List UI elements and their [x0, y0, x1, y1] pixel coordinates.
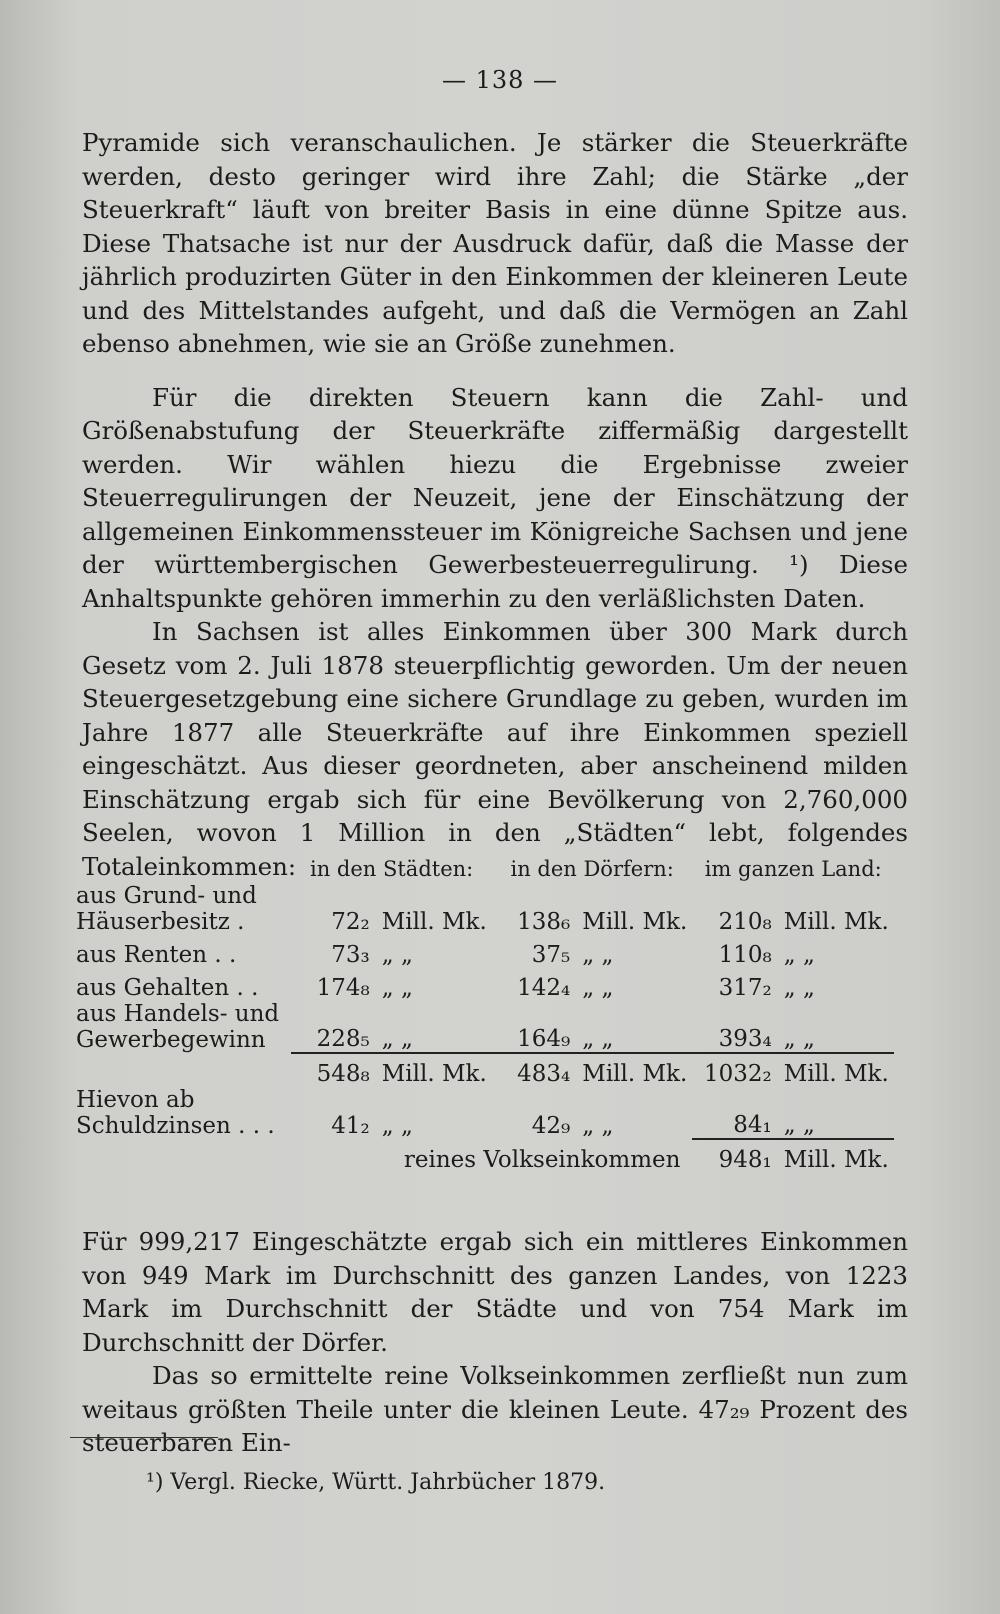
sum-unit: Mill. Mk. — [774, 1053, 894, 1087]
cell-value: 393₄ — [718, 1026, 772, 1052]
cell-value: 42₉ — [531, 1113, 571, 1139]
row-label: Hievon ab Schuldzinsen . . . — [76, 1087, 275, 1139]
cell-unit: „ „ — [381, 975, 413, 1001]
cell-value: 317₂ — [718, 975, 772, 1001]
sum-unit: Mill. Mk. — [572, 1053, 692, 1087]
table-row — [74, 883, 894, 935]
row-label: aus Handels- und Gewerbegewinn — [76, 1001, 280, 1053]
cell-value: 110₈ — [718, 942, 772, 968]
paragraph: Für die direkten Steuern kann die Zahl- und Größenabstufung der Steuerkräfte ziffermäßig dargestellt werden. Wir wählen hiezu die Ergebnisse zweier Steuerregulirungen der Neuzeit, jene der Einschätzung der allgemeinen Einkommenssteuer im Königreiche Sachsen und jene der württembergischen Gewerbesteuerregulirung. ¹) Diese Anhaltspunkte gehören immerhin zu den verläßlichsten Daten. — [82, 382, 908, 613]
net-row — [74, 1139, 894, 1173]
cell-unit: „ „ — [783, 942, 815, 968]
column-header: in den Dörfern: — [510, 857, 674, 881]
paragraph: Für 999,217 Eingeschätzte ergab sich ein mittleres Einkommen von 949 Mark im Durchschnitt des ganzen Landes, von 1223 Mark im Durchschnitt der Städte und von 754 Mark im Durchschnitt der Dörfer. — [82, 1227, 908, 1357]
body-text — [82, 126, 908, 883]
footnote-divider — [70, 1437, 218, 1438]
row-label: aus Gehalten . . — [76, 975, 259, 1001]
cell-value: 142₄ — [517, 975, 571, 1001]
deduction-row — [74, 1087, 894, 1139]
cell-unit: „ „ — [582, 975, 614, 1001]
sum-value: 548₈ — [291, 1053, 371, 1087]
column-header: im ganzen Land: — [704, 857, 882, 881]
cell-unit: „ „ — [582, 942, 614, 968]
sum-unit: Mill. Mk. — [372, 1053, 492, 1087]
cell-value: 138₆ — [517, 909, 571, 935]
net-label: reines Volkseinkommen — [403, 1147, 681, 1173]
cell-unit: Mill. Mk. — [381, 909, 487, 935]
row-label: aus Renten . . — [76, 942, 237, 968]
net-unit: Mill. Mk. — [774, 1139, 894, 1173]
paragraph: Das so ermittelte reine Volkseinkommen zerfließt nun zum weitaus größten Theile unter die kleinen Leute. 47₂₉ Prozent des steuerbaren Ein- — [82, 1361, 908, 1457]
cell-value: 210₈ — [718, 909, 772, 935]
table-row — [74, 968, 894, 1001]
paragraph: Pyramide sich veranschaulichen. Je stärker die Steuerkräfte werden, desto geringer wird ihre Zahl; die Stärke „der Steuerkraft“ läuft von breiter Basis in eine dünne Spitze aus. Diese Thatsache ist nur der Ausdruck dafür, daß die Masse der jährlich produzirten Güter in den Einkommen der kleineren Leute und des Mittelstandes aufgeht, und daß die Vermögen an Zahl ebenso abnehmen, wie sie an Größe zunehmen. — [82, 128, 908, 358]
cell-unit: „ „ — [381, 1113, 413, 1139]
cell-unit: Mill. Mk. — [783, 909, 889, 935]
cell-unit: „ „ — [381, 942, 413, 968]
cell-value: 37₅ — [531, 942, 571, 968]
cell-value: 174₈ — [316, 975, 370, 1001]
cell-value: 41₂ — [331, 1113, 370, 1139]
body-text-continued — [82, 1225, 908, 1460]
cell-unit: „ „ — [783, 1026, 815, 1052]
cell-unit: „ „ — [582, 1113, 614, 1139]
income-table — [74, 856, 894, 1173]
cell-unit: „ „ — [783, 1112, 815, 1138]
table-header-row — [74, 856, 894, 883]
cell-value: 73₃ — [331, 942, 370, 968]
row-label: aus Grund- und Häuserbesitz . — [76, 883, 257, 935]
cell-unit: Mill. Mk. — [582, 909, 688, 935]
footnote: ¹) Vergl. Riecke, Württ. Jahrbücher 1879. — [146, 1470, 606, 1495]
cell-value: 84₁ — [733, 1112, 772, 1138]
net-value: 948₁ — [692, 1139, 773, 1173]
page-number: — 138 — — [441, 66, 559, 94]
cell-value: 228₅ — [316, 1026, 370, 1052]
column-header: in den Städten: — [309, 857, 474, 881]
sum-row — [74, 1053, 894, 1087]
cell-value: 72₂ — [331, 909, 370, 935]
paragraph: In Sachsen ist alles Einkommen über 300 Mark durch Gesetz vom 2. Juli 1878 steuerpflichtig geworden. Um der neuen Steuergesetzgebung eine sichere Grundlage zu geben, wurden im Jahre 1877 alle Steuerkräfte auf ihre Einkommen speziell eingeschätzt. Aus dieser geordneten, aber anscheinend milden Einschätzung ergab sich für eine Bevölkerung von 2,760,000 Seelen, wovon 1 Million in den „Städten“ lebt, folgendes Totaleinkommen: — [82, 617, 908, 881]
table-row — [74, 935, 894, 968]
cell-unit: „ „ — [582, 1026, 614, 1052]
cell-value: 164₉ — [517, 1026, 571, 1052]
table-row — [74, 1001, 894, 1053]
cell-unit: „ „ — [783, 975, 815, 1001]
cell-unit: „ „ — [381, 1026, 413, 1052]
sum-value: 1032₂ — [692, 1053, 773, 1087]
sum-value: 483₄ — [492, 1053, 572, 1087]
